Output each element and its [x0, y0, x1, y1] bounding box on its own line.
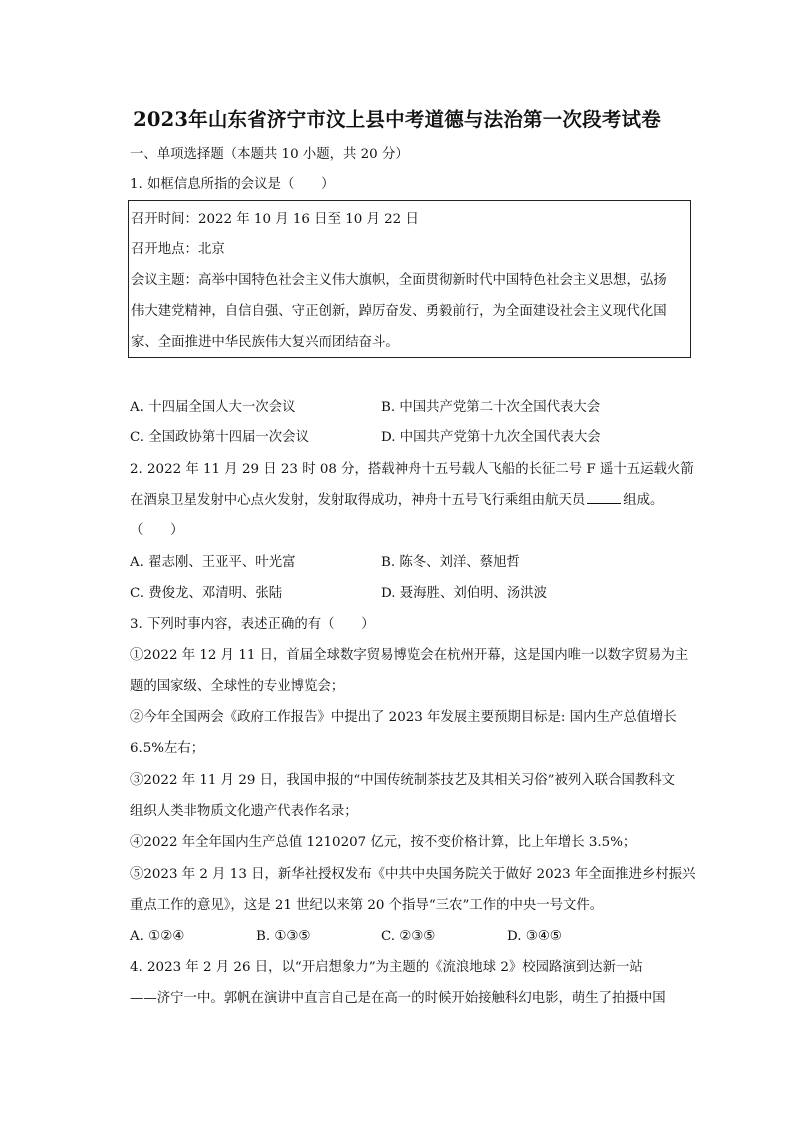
question-4-stem-line: 4. 2023 年 2 月 26 日，以“开启想象力”为主题的《流浪地球 2》校园路演到达新一站: [130, 960, 643, 975]
question-2-stem-line: 2. 2022 年 11 月 29 日 23 时 08 分，搭载神舟十五号载人飞船的长征二号 F 遥十五运载火箭: [130, 462, 694, 477]
question-2-stem-line: （ ）: [130, 523, 184, 538]
q1-option-a: A. 十四届全国人大一次会议: [130, 400, 296, 415]
question-1-info-box: [128, 200, 691, 358]
q2-text-before-blank: 在酒泉卫星发射中心点火发射，发射取得成功，神舟十五号飞行乘组由航天员: [130, 493, 586, 508]
question-1-stem: 1. 如框信息所指的会议是（ ）: [130, 177, 335, 192]
question-3-stem: 3. 下列时事内容，表述正确的有（ ）: [130, 617, 375, 632]
exam-title: 2023年山东省济宁市汶上县中考道德与法治第一次段考试卷: [133, 108, 661, 131]
q1-option-b: B. 中国共产党第二十次全国代表大会: [381, 400, 601, 415]
q3-statement-line: ②今年全国两会《政府工作报告》中提出了 2023 年发展主要预期目标是: 国内生产总值增长: [130, 710, 677, 725]
q3-option-b: B. ①③⑤: [256, 929, 311, 944]
q3-statement-line: ③2022 年 11 月 29 日，我国申报的“中国传统制茶技艺及其相关习俗”被列入联合国教科文: [130, 773, 676, 788]
info-box-line: 会议主题：高举中国特色社会主义伟大旗帜，全面贯彻新时代中国特色社会主义思想，弘扬: [131, 273, 667, 288]
q2-option-c: C. 费俊龙、邓清明、张陆: [130, 586, 283, 601]
q2-option-b: B. 陈冬、刘洋、蔡旭哲: [381, 555, 520, 570]
fill-in-blank: [587, 491, 621, 504]
info-box-line: 召开时间：2022 年 10 月 16 日至 10 月 22 日: [131, 212, 419, 227]
q1-option-c: C. 全国政协第十四届一次会议: [130, 430, 309, 445]
q2-text-after-blank: 组成。: [623, 493, 664, 508]
q1-option-d: D. 中国共产党第十九次全国代表大会: [381, 430, 601, 445]
q3-statement-line: 组织人类非物质文化遗产代表作名录；: [130, 804, 358, 819]
q3-statement-line: ④2022 年全年国内生产总值 1210207 亿元，按不变价格计算，比上年增长 3.5%；: [130, 835, 637, 850]
question-4-stem-line: ——济宁一中。郭帆在演讲中直言自己是在高一的时候开始接触科幻电影，萌生了拍摄中国: [130, 991, 666, 1006]
q2-option-a: A. 翟志刚、王亚平、叶光富: [130, 555, 296, 570]
q3-statement-line: ①2022 年 12 月 11 日，首届全球数字贸易博览会在杭州开幕，这是国内唯一以数字贸易为主: [130, 648, 689, 663]
q3-statement-line: 6.5%左右；: [130, 741, 205, 756]
info-box-line: 家、全面推进中华民族伟大复兴而团结奋斗。: [131, 335, 399, 350]
q2-option-d: D. 聂海胜、刘伯明、汤洪波: [381, 586, 548, 601]
q3-option-a: A. ①②④: [130, 929, 185, 944]
q3-statement-line: 重点工作的意见》，这是 21 世纪以来第 20 个指导“三农”工作的中央一号文件。: [130, 898, 604, 913]
q3-option-c: C. ②③⑤: [381, 929, 436, 944]
question-2-stem-line: [130, 491, 663, 511]
section-heading: 一、单项选择题（本题共 10 小题，共 20 分）: [130, 147, 409, 162]
q3-statement-line: 题的国家级、全球性的专业博览会；: [130, 679, 345, 694]
info-box-line: 伟大建党精神，自信自强、守正创新，踔厉奋发、勇毅前行，为全面建设社会主义现代化国: [131, 304, 667, 319]
q3-option-d: D. ③④⑤: [507, 929, 562, 944]
q3-statement-line: ⑤2023 年 2 月 13 日，新华社授权发布《中共中央国务院关于做好 2023 年全面推进乡村振兴: [130, 867, 696, 882]
info-box-line: 召开地点：北京: [131, 242, 225, 257]
